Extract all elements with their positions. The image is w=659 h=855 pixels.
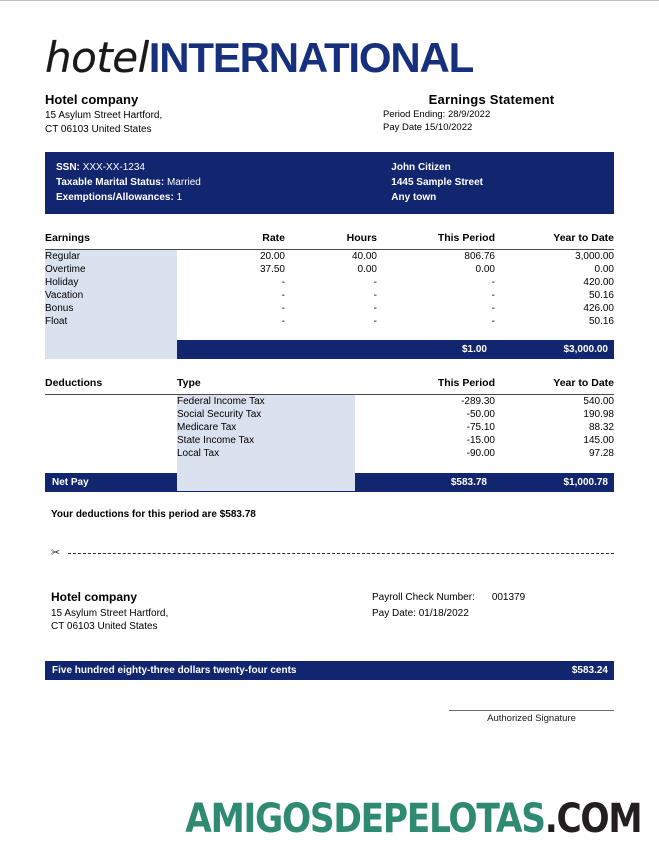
- earnings-row-hours: 40.00: [351, 251, 377, 263]
- deductions-row-type: Federal Income Tax: [177, 396, 265, 408]
- earnings-row-label: Overtime: [45, 264, 86, 276]
- table-row: [45, 289, 614, 302]
- marital-status-row: [56, 175, 201, 190]
- check-number-label: Payroll Check Number:: [372, 592, 475, 604]
- deductions-col-type: Type: [177, 373, 355, 395]
- check-number-row: [372, 590, 614, 606]
- deductions-body: [45, 395, 614, 461]
- table-row: [45, 447, 614, 460]
- deductions-header-row: [45, 373, 614, 395]
- earnings-row-this-period: 806.76: [464, 251, 495, 263]
- deductions-row-type: Medicare Tax: [177, 422, 237, 434]
- table-row: [45, 315, 614, 328]
- deductions-row-ytd: 190.98: [583, 409, 614, 421]
- scissors-icon: ✂: [51, 547, 61, 560]
- earnings-row-label: Vacation: [45, 290, 84, 302]
- marital-status-value: Married: [166, 177, 201, 189]
- site-watermark: [184, 796, 641, 842]
- earnings-row-hours: -: [373, 290, 377, 302]
- employee-info-band: [45, 152, 614, 214]
- amount-in-words-bar: [45, 661, 614, 680]
- earnings-row-label: Bonus: [45, 303, 74, 315]
- marital-status-label: Taxable Marital Status:: [56, 177, 165, 189]
- earnings-row-this-period: 0.00: [475, 264, 495, 276]
- earnings-row-hours: -: [373, 316, 377, 328]
- employee-address-line1: 1445 Sample Street: [391, 177, 483, 189]
- earnings-col-earnings: Earnings: [45, 228, 177, 250]
- document-body: [45, 1, 614, 724]
- table-row: [45, 250, 614, 264]
- employer-address: [45, 109, 162, 136]
- earnings-table: [45, 228, 614, 328]
- check-number-value: 001379: [491, 592, 526, 604]
- check-stub-employer: [45, 590, 168, 634]
- earnings-row-hours: -: [373, 277, 377, 289]
- earnings-row-label: Float: [45, 316, 68, 328]
- table-row: [45, 276, 614, 289]
- employer-name: Hotel company: [45, 92, 139, 107]
- earnings-col-this-period: This Period: [377, 228, 495, 250]
- deductions-row-this-period: -50.00: [466, 409, 495, 421]
- earnings-row-rate: -: [281, 316, 285, 328]
- employee-address-block: [391, 160, 603, 205]
- exemptions-value: 1: [176, 192, 183, 204]
- earnings-row-label: Holiday: [45, 277, 79, 289]
- employer-block: [45, 92, 162, 136]
- net-pay-this-period: $583.78: [450, 477, 487, 489]
- deductions-row-spacer: [45, 395, 177, 409]
- deduction-note: Your deductions for this period are $583.78: [51, 509, 256, 521]
- earnings-row-hours: 0.00: [357, 264, 377, 276]
- deductions-col-this-period: This Period: [355, 373, 495, 395]
- deductions-row-ytd: 88.32: [588, 422, 614, 434]
- net-pay-label: Net Pay: [52, 477, 89, 489]
- deductions-row-type: Local Tax: [177, 448, 220, 460]
- deductions-row-spacer: [45, 421, 177, 434]
- earnings-row-ytd: 420.00: [583, 277, 614, 289]
- brand-logo-bold: INTERNATIONAL: [148, 34, 474, 81]
- table-row: [45, 408, 614, 421]
- tear-line: [45, 548, 614, 559]
- statement-title: Earnings Statement: [428, 92, 555, 107]
- gross-pay-this-period: $1.00: [461, 344, 487, 356]
- deductions-col-ytd: Year to Date: [495, 373, 614, 395]
- earnings-row-this-period: -: [491, 303, 495, 315]
- amount-in-words-text: Five hundred eighty-three dollars twenty-four cents: [52, 664, 297, 676]
- net-pay-ytd: $1,000.78: [563, 477, 608, 489]
- earnings-row-hours: -: [373, 303, 377, 315]
- deductions-row-spacer: [45, 408, 177, 421]
- table-row: [45, 421, 614, 434]
- pay-date: Pay Date 15/10/2022: [383, 121, 473, 133]
- table-row: [45, 302, 614, 315]
- earnings-col-rate: Rate: [177, 228, 285, 250]
- ssn-label: SSN:: [56, 162, 80, 174]
- earnings-body: [45, 250, 614, 329]
- employee-name: John Citizen: [391, 162, 451, 174]
- deductions-row-this-period: -15.00: [466, 435, 495, 447]
- period-ending: Period Ending: 28/9/2022: [383, 108, 491, 120]
- check-stub-details: [329, 590, 614, 634]
- deductions-row-ytd: 97.28: [588, 448, 614, 460]
- earnings-header-row: [45, 228, 614, 250]
- earnings-row-rate: -: [281, 303, 285, 315]
- earnings-row-rate: -: [281, 290, 285, 302]
- check-stub: [45, 590, 614, 634]
- deductions-row-type: State Income Tax: [177, 435, 255, 447]
- earnings-section: [45, 228, 614, 328]
- check-pay-date-value: 01/18/2022: [418, 607, 469, 619]
- employer-address-line1: 15 Asylum Street Hartford,: [45, 110, 163, 122]
- table-row: [45, 434, 614, 447]
- exemptions-label: Exemptions/Allowances:: [56, 192, 174, 204]
- check-stub-address-line2: CT 06103 United States: [51, 621, 158, 633]
- earnings-row-ytd: 426.00: [583, 303, 614, 315]
- check-pay-date-label: Pay Date:: [372, 607, 416, 619]
- employee-address-line2: Any town: [391, 192, 437, 204]
- employer-address-line2: CT 06103 United States: [45, 123, 152, 135]
- earnings-row-rate: -: [281, 277, 285, 289]
- deductions-table: [45, 373, 614, 460]
- check-stub-address: [51, 607, 168, 634]
- authorized-signature-line: Authorized Signature: [449, 710, 614, 724]
- brand-logo-thin: hotel: [45, 33, 149, 82]
- amount-in-words-value: $583.24: [571, 664, 608, 676]
- earnings-row-ytd: 0.00: [594, 264, 614, 276]
- deductions-row-this-period: -75.10: [466, 422, 495, 434]
- check-pay-date-row: [372, 606, 614, 622]
- deductions-row-spacer: [45, 434, 177, 447]
- signature-area: [45, 710, 614, 724]
- earnings-row-ytd: 3,000.00: [575, 251, 614, 263]
- ssn-value: XXX-XX-1234: [82, 162, 145, 174]
- earnings-row-ytd: 50.16: [588, 316, 614, 328]
- gross-pay-ytd: $3,000.00: [563, 344, 608, 356]
- earnings-row-this-period: -: [491, 290, 495, 302]
- earnings-row-rate: 37.50: [259, 264, 285, 276]
- deductions-col-deductions: Deductions: [45, 373, 177, 395]
- deductions-row-this-period: -90.00: [466, 448, 495, 460]
- employee-tax-info: [56, 160, 201, 205]
- statement-block: [324, 92, 614, 134]
- deductions-row-this-period: -289.30: [461, 396, 495, 408]
- earnings-col-hours: Hours: [285, 228, 377, 250]
- deductions-row-ytd: 145.00: [583, 435, 614, 447]
- check-stub-address-line1: 15 Asylum Street Hartford,: [51, 607, 169, 619]
- table-row: [45, 395, 614, 409]
- watermark-suffix: .COM: [544, 796, 641, 842]
- earnings-row-ytd: 50.16: [588, 290, 614, 302]
- ssn-row: [56, 160, 201, 175]
- deductions-section: [45, 373, 614, 460]
- deductions-row-spacer: [45, 447, 177, 460]
- earnings-row-this-period: -: [491, 277, 495, 289]
- check-stub-company-name: Hotel company: [51, 590, 138, 605]
- earnings-row-label: Regular: [45, 251, 81, 263]
- exemptions-row: [56, 190, 201, 205]
- tear-line-dashes: [68, 553, 614, 554]
- table-row: [45, 263, 614, 276]
- earnings-row-this-period: -: [491, 316, 495, 328]
- deductions-row-ytd: 540.00: [583, 396, 614, 408]
- watermark-primary: AMIGOSDEPELOTAS: [184, 796, 545, 842]
- document-header: [45, 92, 614, 136]
- earnings-col-ytd: Year to Date: [495, 228, 614, 250]
- deductions-row-type: Social Security Tax: [177, 409, 262, 421]
- brand-logo: [45, 1, 614, 82]
- earnings-row-rate: 20.00: [259, 251, 285, 263]
